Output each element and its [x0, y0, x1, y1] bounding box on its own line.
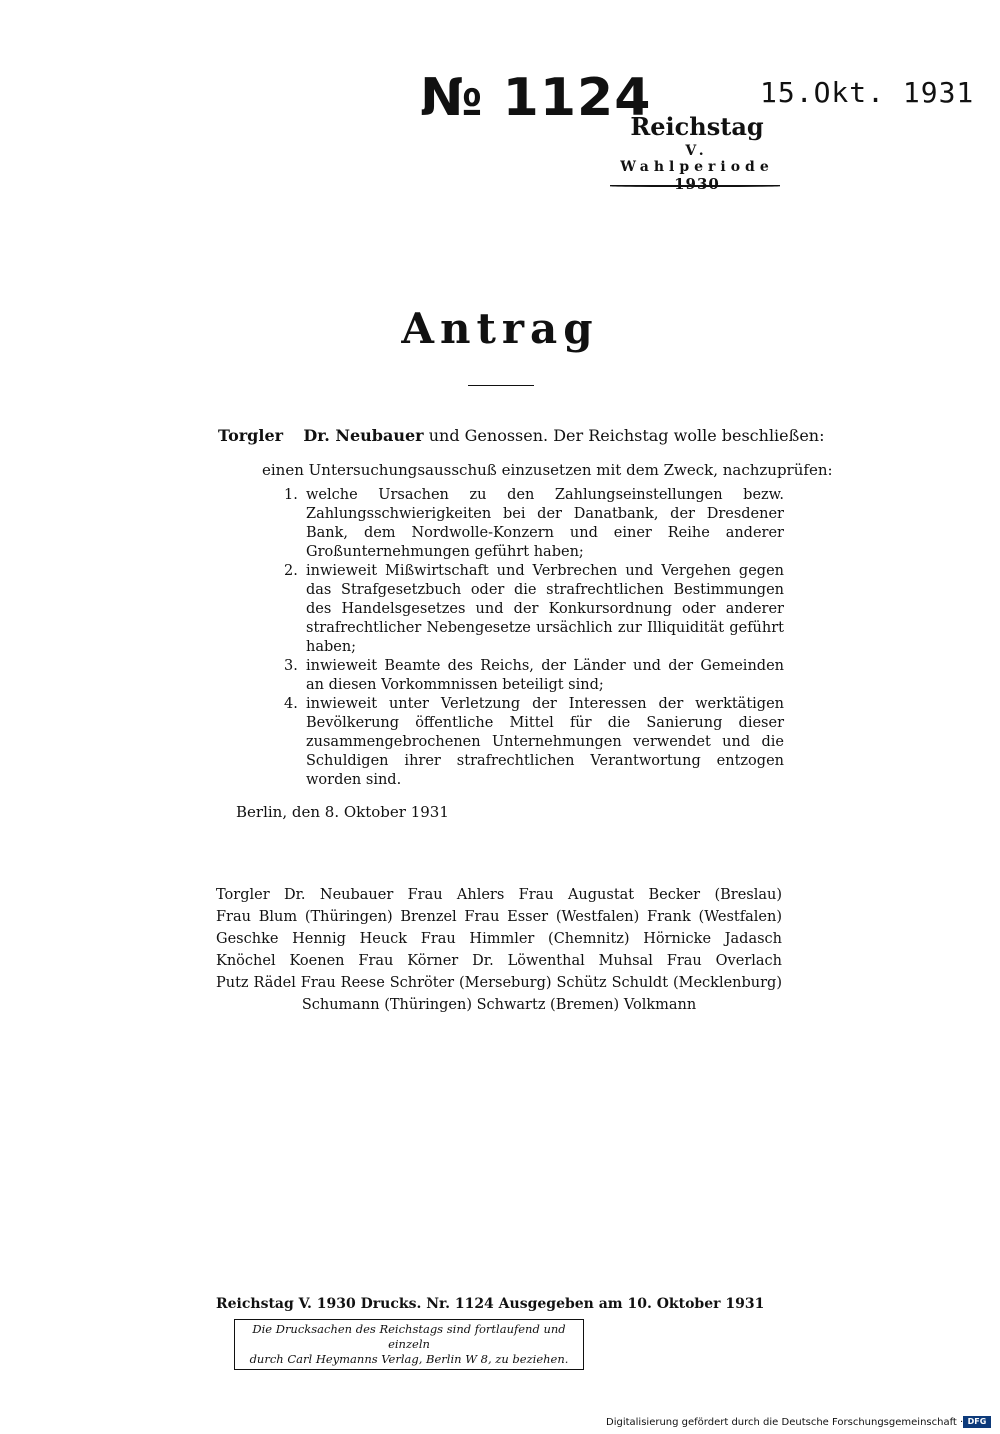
signatories — [216, 884, 782, 1016]
signer-line: Schumann (Thüringen) Schwartz (Bremen) Volkmann — [301, 997, 697, 1013]
title-divider — [468, 385, 534, 386]
received-date-stamp: 15.Okt. 1931 — [760, 76, 975, 109]
intro-text: und Genossen. Der Reichstag wolle beschließen: — [428, 426, 825, 445]
item-text: inwieweit Mißwirtschaft und Verbrechen und Vergehen gegen das Strafgesetzbuch oder die strafrechtlichen Bestimmungen des Handelsgesetzes und der Konkursordnung oder anderer strafrechtlicher Nebengesetze ursächlich zur Illiquidität geführt haben; — [306, 563, 784, 655]
item-text: inwieweit Beamte des Reichs, der Länder und der Gemeinden an diesen Vorkommnissen beteiligt sind; — [306, 658, 784, 693]
list-item: 1. welche Ursachen zu den Zahlungseinstellungen bezw. Zahlungsschwierigkeiten bei der Danatbank, der Dresdener Bank, dem Nordwolle-Konzern und einer Reihe anderer Großunternehmungen geführt haben; — [284, 487, 784, 560]
signer-line: Putz Rädel Frau Reese Schröter (Merseburg) Schütz Schuldt (Mecklenburg) — [216, 975, 782, 991]
list-item: 3. inwieweit Beamte des Reichs, der Länder und der Gemeinden an diesen Vorkommnissen beteiligt sind; — [284, 658, 784, 693]
signer-line: Frau Blum (Thüringen) Brenzel Frau Esser (Westfalen) Frank (Westfalen) — [216, 909, 782, 925]
signer-line: Geschke Hennig Heuck Frau Himmler (Chemnitz) Hörnicke Jadasch — [216, 931, 782, 947]
header-wahlperiode: V. Wahlperiode — [620, 143, 774, 175]
motion-lead: einen Untersuchungsausschuß einzusetzen mit dem Zweck, nachzuprüfen: — [262, 461, 833, 479]
list-item: 2. inwieweit Mißwirtschaft und Verbrechen und Vergehen gegen das Strafgesetzbuch oder die strafrechtlichen Bestimmungen des Handelsgesetzes und der Konkursordnung oder anderer strafrechtlicher Nebengesetze ursächlich zur Illiquidität geführt haben; — [284, 563, 784, 655]
item-text: inwieweit unter Verletzung der Interessen der werktätigen Bevölkerung öffentliche Mittel für die Sanierung dieser zusammengebrochenen Unternehmungen verwendet und die Schuldigen ihrer strafrechtlichen Verantwortung entzogen worden sind. — [306, 696, 784, 788]
intro-name-neubauer: Dr. Neubauer — [303, 426, 424, 445]
notice-line: durch Carl Heymanns Verlag, Berlin W 8, zu beziehen. — [249, 1352, 569, 1366]
motion-items — [284, 486, 784, 790]
intro-name-torgler: Torgler — [218, 426, 284, 445]
list-item: 4. inwieweit unter Verletzung der Interessen der werktätigen Bevölkerung öffentliche Mittel für die Sanierung dieser zusammengebrochenen Unternehmungen verwendet und die Schuldigen ihrer strafrechtlichen Verantwortung entzogen worden sind. — [284, 696, 784, 788]
motion-intro — [218, 426, 825, 445]
footer-notice-box — [234, 1319, 584, 1370]
digitization-credit: Digitalisierung gefördert durch die Deutsche Forschungsgemeinschaft · — [606, 1417, 964, 1428]
signer-line: Knöchel Koenen Frau Körner Dr. Löwenthal Muhsal Frau Overlach — [216, 953, 782, 969]
header-year: 1930 — [674, 175, 720, 193]
footer-imprint: Reichstag V. 1930 Drucks. Nr. 1124 Ausgegeben am 10. Oktober 1931 — [216, 1296, 765, 1312]
document-number: № 1124 — [420, 68, 652, 128]
header-divider — [610, 185, 780, 187]
signer-line: Torgler Dr. Neubauer Frau Ahlers Frau Augustat Becker (Breslau) — [216, 887, 782, 903]
dfg-logo-icon: DFG — [963, 1416, 991, 1428]
page-title: Antrag — [401, 304, 599, 353]
header-reichstag: Reichstag — [630, 112, 764, 141]
reichstag-header — [612, 112, 782, 193]
item-text: welche Ursachen zu den Zahlungseinstellungen bezw. Zahlungsschwierigkeiten bei der Danatbank, der Dresdener Bank, dem Nordwolle-Konzern und einer Reihe anderer Großunternehmungen geführt haben; — [306, 487, 784, 560]
notice-line: Die Drucksachen des Reichstags sind fortlaufend und einzeln — [252, 1322, 566, 1351]
date-line: Berlin, den 8. Oktober 1931 — [236, 803, 449, 821]
